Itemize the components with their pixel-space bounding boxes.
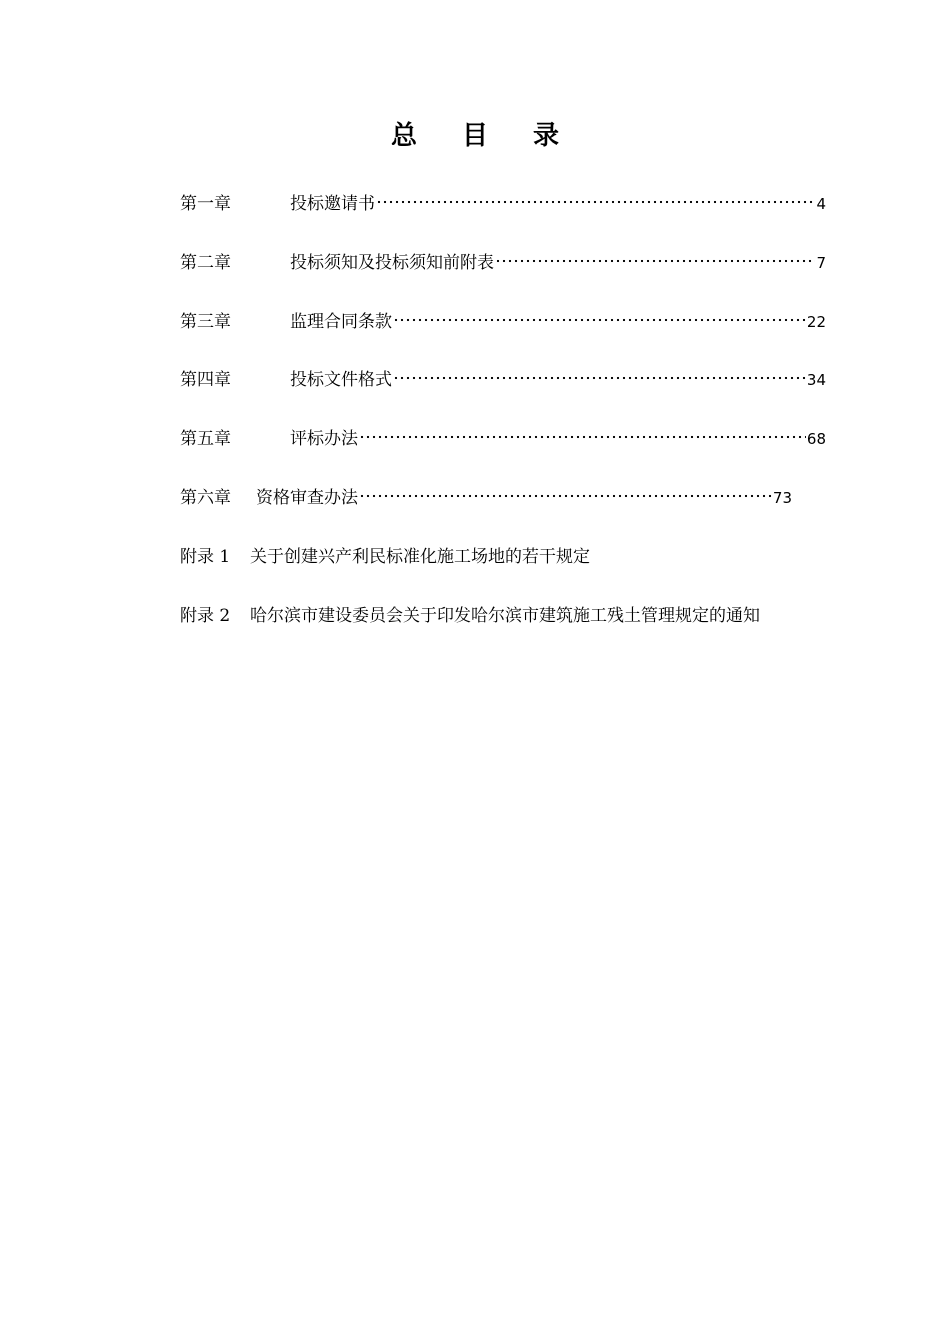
page-number: 68 [806, 430, 826, 448]
toc-entry-3 [180, 310, 826, 334]
chapter-label: 第六章 [180, 488, 231, 508]
entry-title: 投标文件格式 [290, 370, 392, 390]
appendix-title: 关于创建兴产利民标准化施工场地的若干规定 [250, 547, 590, 567]
chapter-label: 第一章 [180, 194, 231, 214]
dot-leader [359, 434, 806, 440]
page-number: 4 [816, 195, 826, 213]
entry-title: 评标办法 [290, 429, 358, 449]
dot-leader [359, 493, 772, 499]
dot-leader [495, 258, 815, 264]
dot-leader [376, 199, 815, 205]
chapter-label: 第四章 [180, 370, 231, 390]
appendix-title: 哈尔滨市建设委员会关于印发哈尔滨市建筑施工残土管理规定的通知 [250, 606, 760, 626]
chapter-label: 第五章 [180, 429, 231, 449]
toc-entry-6 [180, 486, 792, 510]
appendix-entry-2 [180, 604, 760, 628]
appendix-label: 附录 2 [180, 606, 231, 626]
toc-entry-2 [180, 251, 826, 275]
appendix-entry-1 [180, 545, 590, 569]
toc-entry-4 [180, 368, 826, 392]
entry-title: 资格审查办法 [256, 488, 358, 508]
entry-title: 投标邀请书 [290, 194, 375, 214]
page-number: 22 [806, 313, 826, 331]
page-number: 7 [816, 254, 826, 272]
dot-leader [393, 375, 806, 381]
entry-title: 监理合同条款 [290, 312, 392, 332]
chapter-label: 第二章 [180, 253, 231, 273]
entry-title: 投标须知及投标须知前附表 [290, 253, 494, 273]
appendix-label: 附录 1 [180, 547, 231, 567]
toc-entry-1 [180, 192, 826, 216]
page-title: 总 目 录 [390, 121, 578, 151]
page-number: 34 [806, 371, 826, 389]
toc-entry-5 [180, 427, 826, 451]
page-number: 73 [772, 489, 792, 507]
dot-leader [393, 317, 806, 323]
chapter-label: 第三章 [180, 312, 231, 332]
